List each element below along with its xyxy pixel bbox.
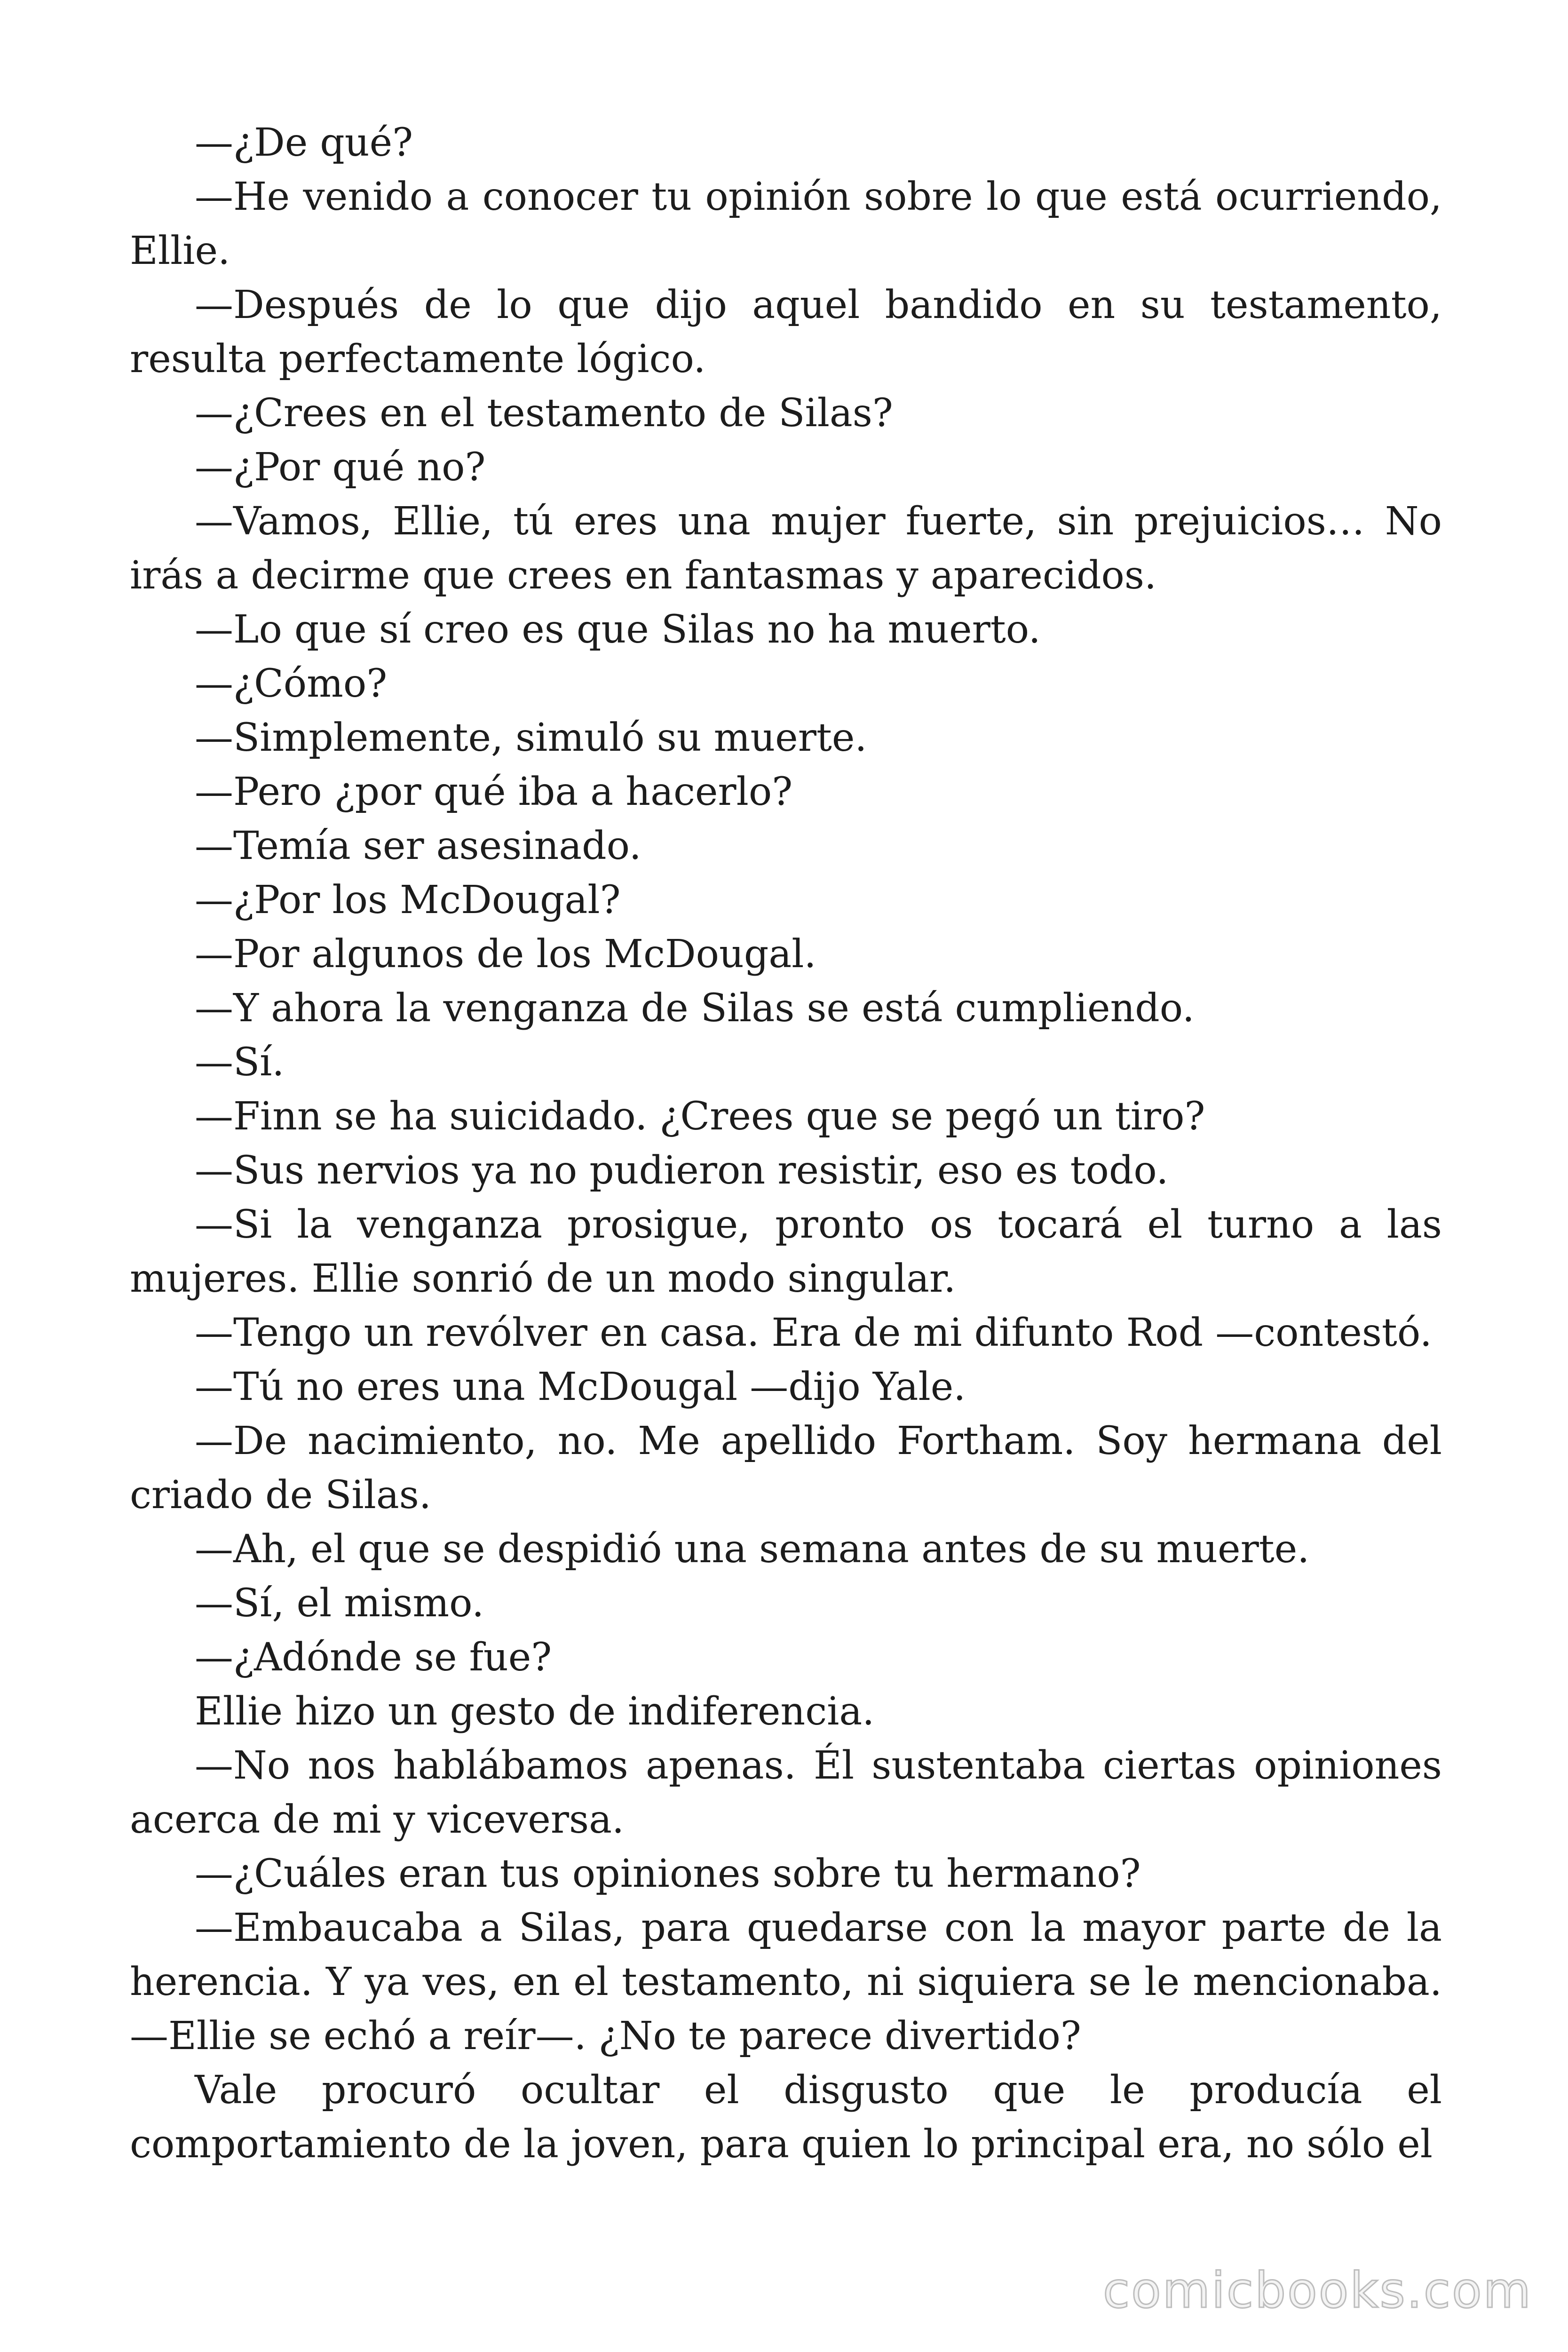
paragraph: —Tú no eres una McDougal —dijo Yale. xyxy=(195,1365,966,1409)
paragraph: —Si la venganza prosigue, pronto os tocará el turno a las mujeres. Ellie sonrió de un modo singular. xyxy=(130,1202,1442,1301)
paragraph: —¿Por los McDougal? xyxy=(195,878,621,922)
paragraph: —¿Adónde se fue? xyxy=(195,1635,552,1680)
page-body xyxy=(130,116,1442,2171)
paragraph: —Vamos, Ellie, tú eres una mujer fuerte, sin prejuicios… No irás a decirme que crees en fantasmas y aparecidos. xyxy=(130,499,1442,598)
paragraph: —Temía ser asesinado. xyxy=(195,824,641,868)
paragraph: —¿Cuáles eran tus opiniones sobre tu hermano? xyxy=(195,1851,1141,1896)
paragraph: —Ah, el que se despidió una semana antes de su muerte. xyxy=(195,1527,1310,1572)
watermark: comicbooks.com xyxy=(1102,2262,1532,2319)
paragraph: —He venido a conocer tu opinión sobre lo que está ocurriendo, Ellie. xyxy=(130,175,1442,273)
paragraph: —¿Cómo? xyxy=(195,661,388,706)
paragraph: Ellie hizo un gesto de indiferencia. xyxy=(195,1689,875,1734)
paragraph: —Embaucaba a Silas, para quedarse con la mayor parte de la herencia. Y ya ves, en el testamento, ni siquiera se le mencionaba. —Ellie se echó a reír—. ¿No te parece divertido? xyxy=(130,1906,1442,2058)
paragraph: —¿Por qué no? xyxy=(195,445,486,490)
paragraph: —Sí. xyxy=(195,1040,285,1085)
paragraph: —Sí, el mismo. xyxy=(195,1581,484,1626)
paragraph: —Simplemente, simuló su muerte. xyxy=(195,715,867,760)
paragraph: —De nacimiento, no. Me apellido Fortham. Soy hermana del criado de Silas. xyxy=(130,1419,1442,1518)
paragraph: —Sus nervios ya no pudieron resistir, eso es todo. xyxy=(195,1148,1169,1193)
paragraph: —Pero ¿por qué iba a hacerlo? xyxy=(195,770,793,814)
paragraph: —Finn se ha suicidado. ¿Crees que se pegó un tiro? xyxy=(195,1094,1205,1139)
paragraph: —Y ahora la venganza de Silas se está cumpliendo. xyxy=(195,986,1195,1031)
paragraph: —Por algunos de los McDougal. xyxy=(195,932,816,977)
paragraph: Vale procuró ocultar el disgusto que le producía el comportamiento de la joven, para quien lo principal era, no sólo el xyxy=(130,2068,1442,2167)
paragraph: —No nos hablábamos apenas. Él sustentaba ciertas opiniones acerca de mi y viceversa. xyxy=(130,1743,1442,1842)
paragraph: —¿Crees en el testamento de Silas? xyxy=(195,391,893,436)
paragraph: —Tengo un revólver en casa. Era de mi difunto Rod —contestó. xyxy=(195,1311,1432,1355)
paragraph: —¿De qué? xyxy=(195,120,413,165)
paragraph: —Lo que sí creo es que Silas no ha muerto. xyxy=(195,607,1041,652)
paragraph: —Después de lo que dijo aquel bandido en su testamento, resulta perfectamente lógico. xyxy=(130,283,1442,381)
